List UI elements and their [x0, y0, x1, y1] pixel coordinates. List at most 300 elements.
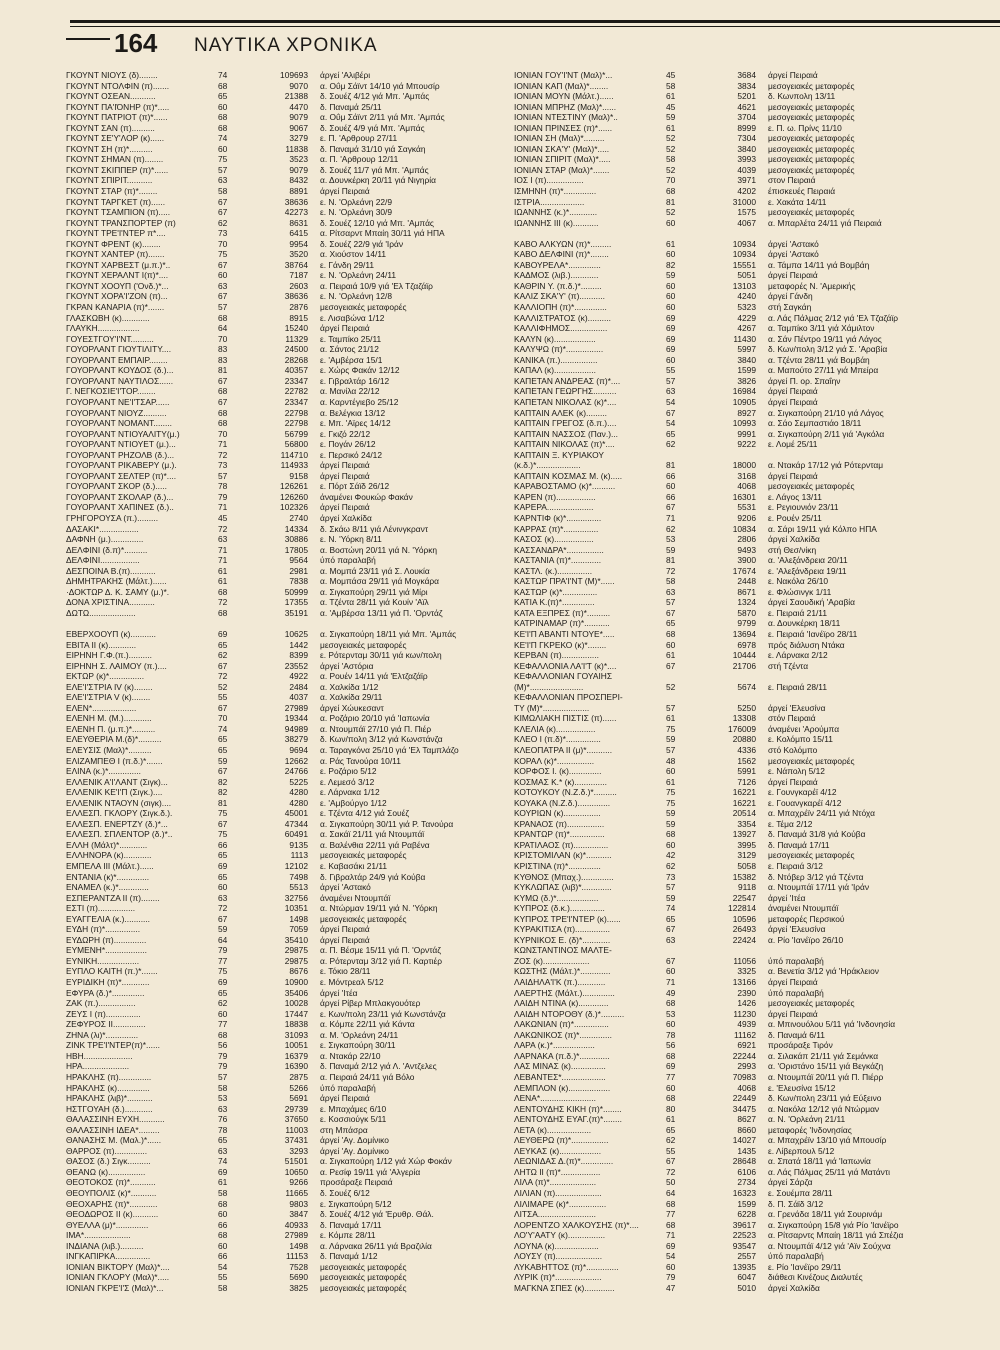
- ship-name: ΚΑΘΡΙΝ Υ. (π.δ.)*.........: [514, 280, 602, 291]
- tonnage: 35191: [284, 607, 308, 618]
- build-year: 68: [666, 186, 676, 197]
- status: μεσογειακές μεταφορές: [768, 112, 855, 123]
- build-year: 68: [218, 386, 228, 397]
- tonnage: 7126: [737, 776, 756, 787]
- tonnage: 4280: [289, 787, 308, 798]
- status: ε. Π. ω. Πρίνς 11/10: [768, 122, 842, 133]
- tonnage: 5225: [289, 776, 308, 787]
- tonnage: 3840: [737, 143, 756, 154]
- tonnage: 1113: [290, 850, 308, 861]
- build-year: 69: [218, 628, 228, 639]
- build-year: 57: [666, 375, 676, 386]
- build-year: 65: [218, 850, 228, 861]
- ship-row: [514, 513, 939, 524]
- ship-name: ΖΑΚ (π.)................: [66, 998, 136, 1009]
- build-year: 66: [218, 1251, 228, 1262]
- ship-name: ΕΛΛΕΣΠ. ΓΚΛΟΡΥ (Σιγκ.δ.).: [66, 808, 173, 819]
- ship-name: ΕΥΡΙΔΙΚΗ (π)*............: [66, 977, 150, 988]
- tonnage: 45001: [284, 808, 308, 819]
- tonnage: 7528: [289, 1261, 308, 1272]
- tonnage: 9070: [289, 80, 308, 91]
- status: μεταφορές Περσικού: [768, 913, 845, 924]
- ship-row: [66, 91, 491, 102]
- tonnage: 11162: [733, 1029, 756, 1040]
- ship-row: [66, 186, 491, 197]
- ship-name: ΚΑΛΛΙΟΠΗ (π)*..............: [514, 302, 607, 313]
- build-year: 52: [666, 207, 676, 218]
- ship-name: ΚΡΑΤΙΛΑΟΣ (π)...............: [514, 839, 609, 850]
- ship-name: ΓΛΑΣΚΩΒΗ (κ)............: [66, 312, 150, 323]
- tonnage: 11329: [285, 333, 308, 344]
- tonnage: 8927: [737, 407, 756, 418]
- build-year: 59: [666, 112, 676, 123]
- tonnage: 5991: [737, 766, 756, 777]
- status: δ. Παναμά 1/12: [320, 1251, 378, 1262]
- status: ε. Κόμπε 28/11: [320, 1230, 376, 1241]
- build-year: 69: [666, 1061, 676, 1072]
- status: ε. Ρίο 'Ιανέϊρο 29/11: [768, 1261, 842, 1272]
- status: α. Σάν Πέντρο 19/11 γιά Λάγος: [768, 333, 882, 344]
- ship-row: [66, 207, 491, 218]
- build-year: 66: [218, 1219, 228, 1230]
- tonnage: 16390: [284, 1061, 308, 1072]
- ship-name: ΙΟΝΙΑΝ ΣΚΑ'Υ' (Μαλ)*.....: [514, 143, 610, 154]
- status: ε. Μπαχάμες 6/10: [320, 1103, 387, 1114]
- build-year: 60: [666, 217, 676, 228]
- ship-name: ΛΟΡΕΝΤΖΟ ΧΑΛΚΟΥΣΗΣ (π)*....: [514, 1219, 639, 1230]
- ship-name: ΓΚΟΥΝΤ ΠΑ'ΙΌΝΗΡ (π)*.....: [66, 101, 170, 112]
- tonnage: 56800: [284, 439, 308, 450]
- tonnage: 17805: [284, 544, 308, 555]
- ship-name: ΚΑΠΑΛ (κ)..................: [514, 365, 596, 376]
- build-year: 52: [666, 681, 676, 692]
- ship-row: [514, 713, 939, 724]
- build-year: 67: [218, 766, 228, 777]
- tonnage: 2981: [289, 565, 308, 576]
- ship-row: [514, 1209, 939, 1220]
- build-year: 81: [666, 460, 676, 471]
- tonnage: 4229: [737, 312, 756, 323]
- tonnage: 126261: [280, 481, 308, 492]
- ship-name: ΕΛΛΕΝΙΚ ΚΕ'Ι'Π (Σιγκ.)....: [66, 787, 163, 798]
- ship-name: ΙΟΝΙΑΝ ΠΡΙΝΣΕΣ (π)*......: [514, 122, 613, 133]
- ship-row: [514, 471, 939, 482]
- status: δ. Παναμά 31/10 γιά Σαγκάη: [320, 143, 426, 154]
- ship-name: ΚΑΡΕΝ (π).................: [514, 491, 596, 502]
- tonnage: 4067: [737, 217, 756, 228]
- build-year: 62: [218, 650, 228, 661]
- status: α. Ντουμπάϊ 27/10 γιά Π. Πιέρ: [320, 723, 432, 734]
- build-year: 59: [666, 270, 676, 281]
- ship-row: [514, 1177, 939, 1188]
- build-year: 68: [218, 1198, 228, 1209]
- ship-row: [66, 70, 491, 81]
- build-year: 58: [218, 186, 228, 197]
- status: άργεί 'Ελευσίνα: [768, 924, 826, 935]
- ship-row: [66, 661, 491, 672]
- tonnage: 9799: [737, 618, 756, 629]
- status: α. Μπαρλέτα 24/11 γιά Πειραιά: [768, 217, 882, 228]
- tonnage: 15240: [284, 323, 308, 334]
- ship-row: [66, 1167, 491, 1178]
- build-year: 53: [666, 1008, 676, 1019]
- ship-name: ΕΙΡΗΝΗ Σ. ΛΑΙΜΟΥ (π.)....: [66, 660, 167, 671]
- ship-name: ΔΗΜΗΤΡΑΚΗΣ (Μάλτ.)......: [66, 576, 167, 587]
- build-year: 61: [666, 776, 676, 787]
- ship-name: ΙΣΜΗΝΗ (π)*..............: [514, 186, 597, 197]
- status: πρός διάλυση Ντάκα: [768, 639, 845, 650]
- ship-name: ΕΥΑΓΓΕΛΙΑ (κ.)...........: [66, 913, 151, 924]
- build-year: 54: [666, 418, 676, 429]
- status: α. Μπαχρέϊν 24/11 γιά Ντόχα: [768, 808, 875, 819]
- ship-name: ΛΥΡΙΚ (π)*....................: [514, 1272, 602, 1283]
- ship-name: ΔΕΛΦΙΝΙ.................: [66, 555, 140, 566]
- ship-row: [66, 1061, 491, 1072]
- ship-name: ΙΩΑΝΝΗΣ ΙΙΙ (κ)...........: [514, 217, 599, 228]
- status: α. Ρίτσαρντς Μπαίη 18/11 γιά Σπέζια: [768, 1230, 904, 1241]
- status: ε. Ταμπίκο 25/11: [320, 333, 382, 344]
- build-year: 75: [218, 249, 228, 260]
- ship-name: ΛΗΤΩ ΙΙ (π)*.................: [514, 1166, 601, 1177]
- status: ε. 'Αμβέρσα 15/1: [320, 354, 383, 365]
- tonnage: 15382: [732, 871, 756, 882]
- tonnage: 4240: [737, 291, 756, 302]
- ship-row: [514, 70, 939, 81]
- tonnage: 11153: [285, 1251, 308, 1262]
- tonnage: 4039: [737, 164, 756, 175]
- ship-row: [514, 154, 939, 165]
- status: μεσογειακές μεταφορές: [768, 164, 855, 175]
- ship-row: [514, 186, 939, 197]
- ship-name: ΚΑΛΛΙΦΗΜΟΣ................: [514, 323, 608, 334]
- ship-name: ΚΑΠΤΑΙΝ ΓΡΕΓΟΣ (δ.π.)....: [514, 418, 617, 429]
- build-year: 82: [218, 776, 228, 787]
- tonnage: 56799: [284, 428, 308, 439]
- build-year: 68: [218, 607, 228, 618]
- tonnage: 23552: [284, 660, 308, 671]
- build-year: 69: [218, 1166, 228, 1177]
- status: α. Μπαχρέϊν 13/10 γιά Μπουσίρ: [768, 1135, 887, 1146]
- tonnage: 10351: [284, 903, 308, 914]
- status: ε. Γκιζό 22/12: [320, 428, 371, 439]
- ship-row: [514, 1241, 939, 1252]
- build-year: 56: [666, 1040, 676, 1051]
- build-year: 62: [666, 861, 676, 872]
- build-year: 68: [218, 1029, 228, 1040]
- tonnage: [706, 945, 762, 956]
- status: δ. Σουέζ 4/12 γιά Μπ. 'Αμπάς: [320, 91, 430, 102]
- ship-row: [66, 1009, 491, 1020]
- build-year: 60: [666, 291, 676, 302]
- tonnage: 9954: [289, 238, 308, 249]
- build-year: 70: [218, 238, 228, 249]
- ship-row: [66, 597, 491, 608]
- ship-name: ΙΟΣ Ι (π)................: [514, 175, 584, 186]
- ship-name: ΛΑΚΩΝΙΑΝ (π)*...............: [514, 1019, 609, 1030]
- tonnage: 5531: [737, 502, 756, 513]
- build-year: 69: [218, 977, 228, 988]
- ship-name: ΚΑΠΤΑΙΝ ΝΑΣΣΟΣ (Παν.)...: [514, 428, 618, 439]
- ship-row: [514, 745, 939, 756]
- build-year: 78: [666, 1029, 676, 1040]
- ship-row: [66, 1177, 491, 1188]
- ship-name: ΚΑΛΙΖ ΣΚΑ'Υ' (π)...........: [514, 291, 605, 302]
- tonnage: 3129: [737, 850, 756, 861]
- status: [762, 671, 939, 682]
- status: άργεί Πειραιά: [320, 460, 370, 471]
- status: ε. Ροζάριο 5/12: [320, 766, 377, 777]
- build-year: 59: [666, 808, 676, 819]
- ship-row: [514, 935, 939, 946]
- status: α. Ντουμπάϊ 17/11 γιά 'Ιράν: [768, 882, 870, 893]
- build-year: 67: [666, 660, 676, 671]
- build-year: 68: [218, 586, 228, 597]
- ship-row: [514, 102, 939, 113]
- build-year: 61: [666, 1114, 676, 1125]
- tonnage: 3971: [737, 175, 756, 186]
- tonnage: 47344: [284, 818, 308, 829]
- tonnage: 10834: [732, 523, 756, 534]
- ship-name: ΚΑΒΟ ΑΛΚΥΩΝ (π)*.........: [514, 238, 612, 249]
- tonnage: 7838: [289, 576, 308, 587]
- status: ύπό παραλαβή: [768, 1251, 824, 1262]
- tonnage: 29739: [284, 1103, 308, 1114]
- build-year: 76: [218, 1114, 228, 1125]
- build-year: 62: [666, 1135, 676, 1146]
- ship-name: ΚΡΑΝΑΟΣ (π)................: [514, 818, 605, 829]
- ship-row: [66, 988, 491, 999]
- tonnage: 10900: [284, 977, 308, 988]
- build-year: 78: [218, 481, 228, 492]
- ship-row: [514, 587, 939, 598]
- status: ε. Σιγκαπούρη 30/11: [320, 1040, 396, 1051]
- ship-name: ΚΥΡΑΚΙΤΙΣΑ (π)...............: [514, 924, 610, 935]
- ship-name: ΛΕΜΠΛΟΝ (κ)..................: [514, 1082, 611, 1093]
- ship-name: ΖΕΦΥΡΟΣ ΙΙ..............: [66, 1019, 146, 1030]
- status: προσάραξε Πειραιά: [320, 1177, 393, 1188]
- build-year: [664, 945, 706, 956]
- status: άργεί 'Ιτέα: [768, 892, 806, 903]
- tonnage: 93547: [732, 1240, 756, 1251]
- tonnage: 2740: [289, 512, 308, 523]
- ship-row: [66, 1051, 491, 1062]
- status: άργεί Πειραιά: [768, 776, 818, 787]
- tonnage: 2603: [289, 280, 308, 291]
- ship-name: ΚΟΣΜΑΣ Κ.* (κ)..............: [514, 776, 607, 787]
- ship-name: ΛΟΥΝΑ (κ)...................: [514, 1240, 599, 1251]
- tonnage: 122814: [728, 903, 756, 914]
- ship-row: [514, 302, 939, 313]
- tonnage: 4068: [737, 481, 756, 492]
- tonnage: 5690: [289, 1272, 308, 1283]
- status: δ. Σουέζ 4/9 γιά Μπ. 'Αμπάς: [320, 122, 425, 133]
- ship-name: ΗΡΑ....................: [66, 1061, 130, 1072]
- ship-name: ΚΡΙΣΤΙΝΑ (π)*..............: [514, 861, 601, 872]
- tonnage: [706, 692, 762, 703]
- status: μεσογειακές μεταφορές: [320, 850, 407, 861]
- status: [762, 945, 939, 956]
- tonnage: 10905: [732, 396, 756, 407]
- build-year: 70: [666, 175, 676, 186]
- status: ε. Γουανγκαρέϊ 4/12: [768, 797, 842, 808]
- build-year: 68: [666, 1219, 676, 1230]
- status: άναμένει Φουκώρ Φακάν: [320, 491, 413, 502]
- tonnage: 2448: [737, 576, 756, 587]
- status: ε. Τζέντα 4/12 γιά Σουέζ: [320, 808, 410, 819]
- tonnage: 4621: [737, 101, 756, 112]
- tonnage: 51501: [284, 1156, 308, 1167]
- build-year: 67: [666, 407, 676, 418]
- build-year: 71: [218, 555, 228, 566]
- tonnage: 5266: [289, 1082, 308, 1093]
- status: δ. Κων/πολη 3/12 γιά Κωνστάνζα: [320, 734, 443, 745]
- tonnage: 3847: [289, 1209, 308, 1220]
- status: ε. Χώρς Φακάν 12/12: [320, 365, 400, 376]
- ship-name: ΕΛΛΗ (Μάλτ)*............: [66, 839, 148, 850]
- tonnage: 3168: [737, 470, 756, 481]
- ship-name: ΓΟΥΟΡΛΑΝΤ ΝΟΜΑΝΤ........: [66, 418, 172, 429]
- status: άργεί 'Αλιβέρι: [320, 70, 371, 80]
- status: ε. Λάρνακα 2/12: [768, 650, 828, 661]
- ship-row: [66, 313, 491, 324]
- ship-row: [514, 376, 939, 387]
- status: α. Κόμπε 22/11 γιά Κάντα: [320, 1019, 415, 1030]
- ship-name: ΓΟΥΟΡΛΑΝΤ ΝΑΥΤΙΛΟΣ......: [66, 375, 174, 386]
- ship-row: [66, 893, 491, 904]
- tonnage: 28648: [732, 1156, 756, 1167]
- tonnage: 4922: [289, 671, 308, 682]
- ship-row: [66, 829, 491, 840]
- ship-row: [514, 1019, 939, 1030]
- status: α. Ντακάρ 22/10: [320, 1050, 381, 1061]
- ship-row: [66, 777, 491, 788]
- ship-name: ΛΑΙΔΗ ΝΤΟΡΟΘΥ (δ.)*..........: [514, 1008, 625, 1019]
- tonnage: 11665: [285, 1187, 308, 1198]
- build-year: 68: [218, 112, 228, 123]
- tonnage: 39617: [732, 1219, 756, 1230]
- build-year: 60: [218, 1240, 228, 1251]
- ship-name: ΕΙΡΗΝΗ Γ.Φ.(π.)..........: [66, 650, 152, 661]
- status: α. Σιλακάπ 21/11 γιά Σεμάνκα: [768, 1050, 879, 1061]
- tonnage: 7187: [289, 270, 308, 281]
- tonnage: 19344: [284, 713, 308, 724]
- tonnage: 13166: [732, 977, 756, 988]
- build-year: 60: [666, 1261, 676, 1272]
- status: α. Βοστώνη 20/11 γιά Ν. 'Υόρκη: [320, 544, 438, 555]
- tonnage: 2557: [737, 1251, 756, 1262]
- tonnage: 6978: [737, 639, 756, 650]
- status: α. Ντώρμαν 19/11 γιά Ν. 'Υόρκη: [320, 903, 438, 914]
- build-year: 78: [218, 1124, 228, 1135]
- build-year: 79: [218, 1061, 228, 1072]
- status: στη Μπάσρα: [320, 1124, 368, 1135]
- ship-row: [514, 998, 939, 1009]
- ship-name: ΓΚΟΥΝΤ ΧΟΡΑ'Ι'ΖΟΝ (π)...: [66, 291, 168, 302]
- ship-name: ΕΥΔΗ (π)*...............: [66, 924, 141, 935]
- build-year: 59: [666, 544, 676, 555]
- build-year: 68: [218, 122, 228, 133]
- ship-name: ΚΑΡΝΤΙΦ (κ)*...............: [514, 512, 602, 523]
- tonnage: 5870: [737, 607, 756, 618]
- ship-name: ΚΑΠΤΑΙΝ ΑΛΕΚ (κ).........: [514, 407, 607, 418]
- ship-name: ΘΕΟΔΩΡΟΣ ΙΙ (κ)...........: [66, 1209, 159, 1220]
- ship-name: ΚΑΡΡΑΣ (π)*...............: [514, 523, 599, 534]
- tonnage: 17447: [284, 1008, 308, 1019]
- ship-row: [66, 787, 491, 798]
- ship-name: ΚΡΙΣΤΟΜΙΛΑΝ (κ)*...........: [514, 850, 612, 861]
- ship-name: ΛΕΥΚΑΣ (κ)..................: [514, 1145, 602, 1156]
- ship-name: ΗΡΑΚΛΗΣ (κ)..............: [66, 1082, 150, 1093]
- tonnage: 3279: [289, 133, 308, 144]
- ship-row: [66, 1104, 491, 1115]
- ship-row: [514, 481, 939, 492]
- tonnage: 3834: [737, 80, 756, 91]
- status: άργεί 'Αστακό: [768, 249, 819, 260]
- ship-row: [66, 102, 491, 113]
- status: στον Πειραιά: [768, 175, 816, 186]
- build-year: 63: [218, 534, 228, 545]
- ship-row: [66, 460, 491, 471]
- tonnage: 11430: [733, 333, 756, 344]
- ship-row: [66, 492, 491, 503]
- build-year: 63: [666, 934, 676, 945]
- ship-row: [514, 291, 939, 302]
- tonnage: 2390: [737, 987, 756, 998]
- build-year: 74: [666, 903, 676, 914]
- ship-row: [66, 1241, 491, 1252]
- ship-name: ΘΕΟΥΠΟΛΙΣ (κ)*...........: [66, 1187, 157, 1198]
- ship-name: ΘΑΛΑΣΣΙΝΗ ΕΥΧΗ...........: [66, 1114, 165, 1125]
- build-year: 72: [218, 449, 228, 460]
- status: ε. Σιγκαπούρη 5/12: [320, 1198, 392, 1209]
- ship-name: ΛΕΥΘΕΡΩ (π)*................: [514, 1135, 609, 1146]
- ship-row: [514, 91, 939, 102]
- status: άργεί Πειραιά: [768, 1008, 818, 1019]
- build-year: 68: [666, 1050, 676, 1061]
- ship-name: ΚΡΑΝΤΩΡ (π)*...............: [514, 829, 605, 840]
- tonnage: 10444: [732, 650, 756, 661]
- ship-row: [66, 1093, 491, 1104]
- ship-row: [66, 1262, 491, 1273]
- ship-row: [514, 724, 939, 735]
- ship-name: ΚΑΠΕΤΑΝ ΓΕΩΡΓΗΣ..........: [514, 386, 617, 397]
- status: ε. Πογάν 26/12: [320, 439, 376, 450]
- status: α. Οΰμ Σάϊντ 2/11 γιά Μπ. 'Αμπάς: [320, 112, 445, 123]
- ship-name: ·ΔΟΚΤΩΡ Δ. Κ. ΣΑΜΥ (μ.)*.: [66, 586, 170, 597]
- ship-row: [514, 703, 939, 714]
- status: μεσογειακές μεταφορές: [320, 1261, 407, 1272]
- status: α. Σπατά 18/11 γιά 'Ιαπωνία: [768, 1156, 871, 1167]
- build-year: 52: [666, 164, 676, 175]
- build-year: 63: [218, 1145, 228, 1156]
- ship-name: ΕΛΕΥΘΕΡΙΑ Μ.(δ)*..........: [66, 734, 162, 745]
- build-year: 67: [218, 660, 228, 671]
- ship-name: ΕΛΛΕΝΙΚ Α'Ι'ΛΑΝΤ (Σιγκ)...: [66, 776, 168, 787]
- tonnage: 3840: [737, 354, 756, 365]
- tonnage: 5058: [737, 861, 756, 872]
- status: άργεί 'Αγ. Δομίνικο: [320, 1145, 389, 1156]
- ship-name: ΓΚΟΥΝΤ ΣΕ'Υ'ΛΟΡ (κ)......: [66, 133, 165, 144]
- ship-name: ΛΑΕΡΤΗΣ (Μάλτ.)..............: [514, 987, 615, 998]
- tonnage: 20514: [732, 808, 756, 819]
- ship-row: [514, 650, 939, 661]
- tonnage: 16323: [732, 1187, 756, 1198]
- ship-row: [514, 1083, 939, 1094]
- ship-name: ΘΑΝΑΣΗΣ Μ. (Μαλ.)*......: [66, 1135, 162, 1146]
- build-year: 53: [218, 1093, 228, 1104]
- tonnage: 10934: [732, 238, 756, 249]
- status: έπισκευές Πειραιά: [768, 186, 836, 197]
